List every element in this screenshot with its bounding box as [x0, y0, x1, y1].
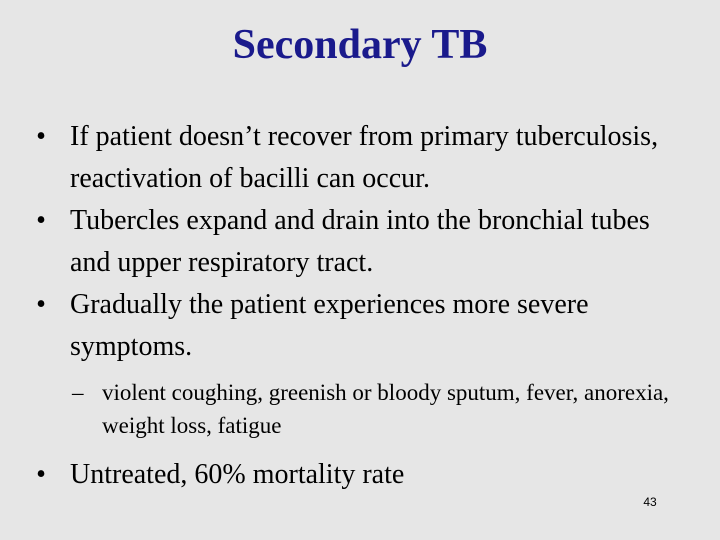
bullet-item — [30, 454, 690, 496]
bullet-text: If patient doesn’t recover from primary tuberculosis, reactivation of bacilli can occur. — [70, 121, 659, 194]
slide-title: Secondary TB — [232, 22, 488, 68]
sub-bullet-dash: – — [72, 380, 84, 405]
bullet-dot: • — [36, 121, 46, 152]
bullet-dot: • — [36, 289, 46, 320]
bullet-text: Gradually the patient experiences more severe symptoms. — [70, 289, 589, 362]
bullet-item — [30, 284, 690, 368]
bullet-item — [30, 116, 690, 200]
bullet-dot: • — [36, 205, 46, 236]
sub-bullet-text: violent coughing, greenish or bloody sputum, fever, anorexia, weight loss, fatigue — [102, 380, 669, 438]
bullet-item — [30, 200, 690, 284]
bullet-dot: • — [36, 459, 46, 490]
bullet-list — [30, 116, 690, 496]
bullet-text: Tubercles expand and drain into the bronchial tubes and upper respiratory tract. — [70, 205, 650, 278]
page-number: 43 — [643, 495, 657, 509]
bullet-text: Untreated, 60% mortality rate — [70, 459, 405, 490]
sub-bullet-item — [30, 376, 690, 442]
